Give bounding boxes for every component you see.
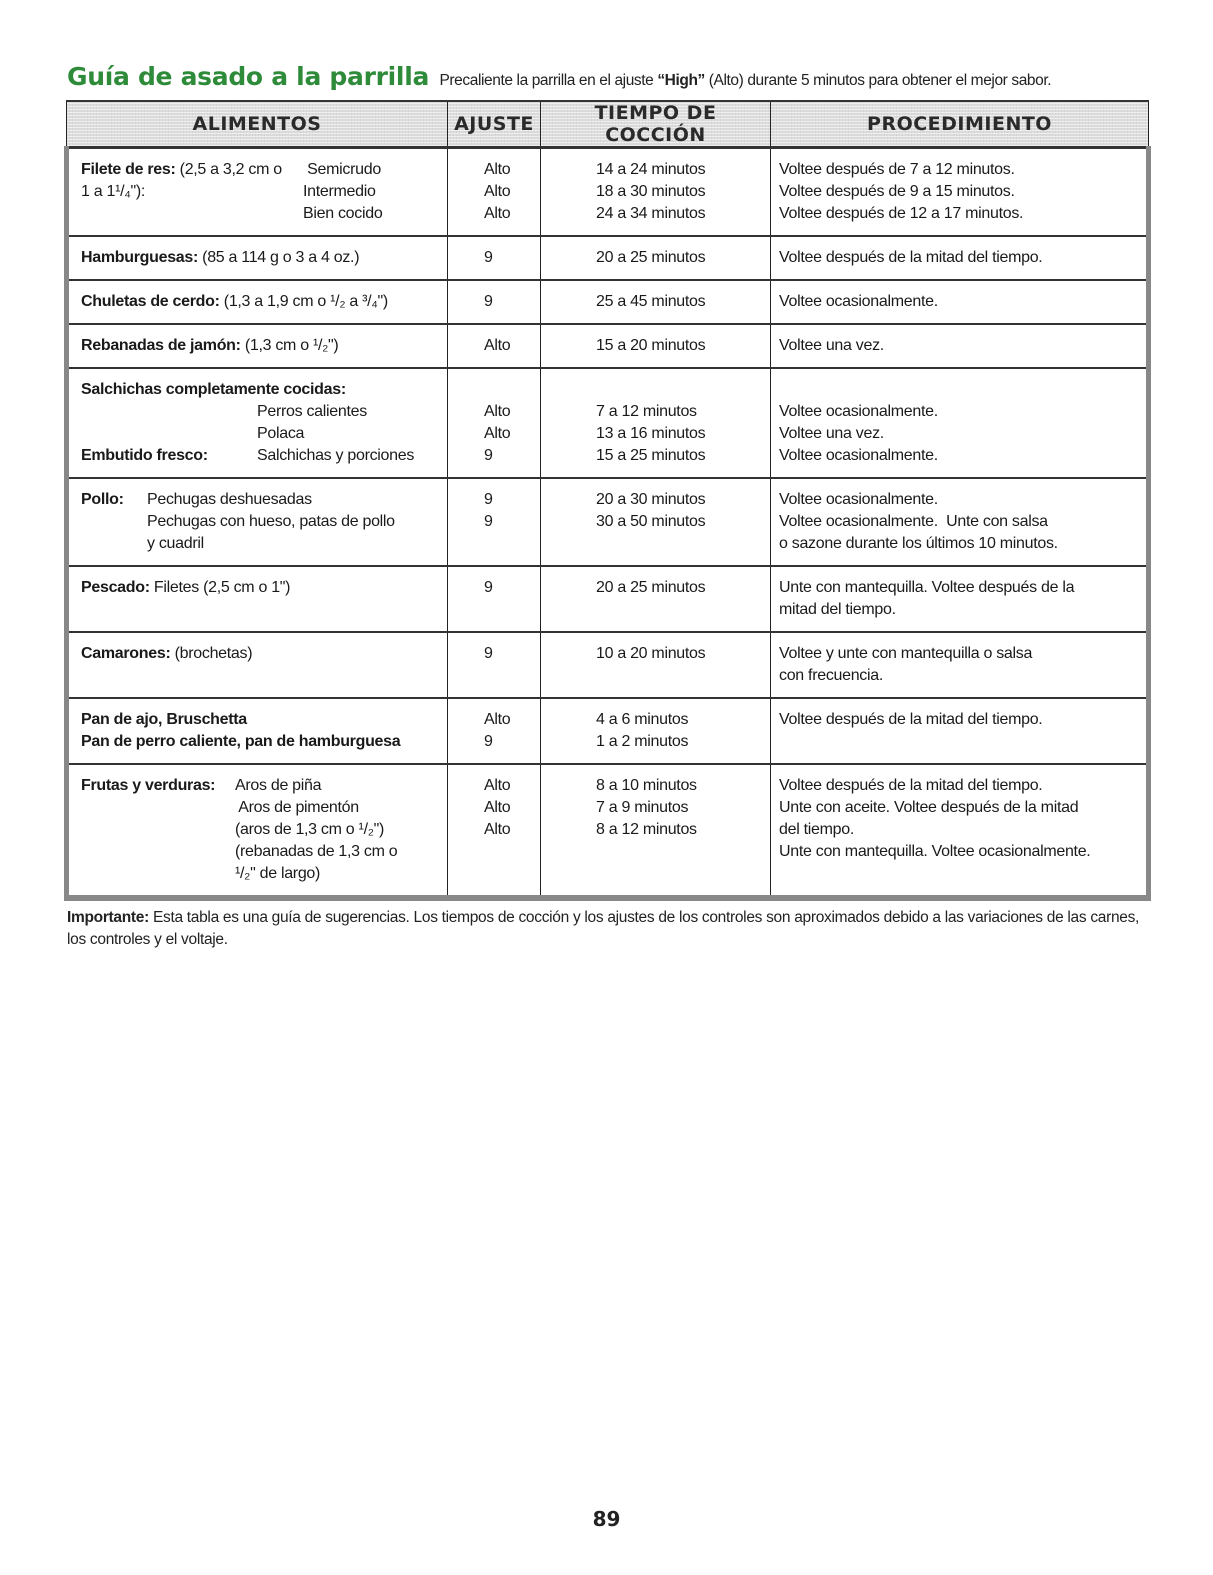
food-line [81, 731, 441, 753]
procedure-line: Voltee después de la mitad del tiempo. [779, 711, 1043, 728]
procedure-line: Voltee una vez. [779, 337, 884, 354]
food-variant: Bien cocido [303, 205, 383, 222]
food-cell [67, 324, 448, 368]
table-row [67, 368, 1149, 478]
food-line [81, 335, 441, 357]
food-name: Pollo: [81, 491, 124, 508]
time-line: 1 a 2 minutos [596, 733, 689, 750]
food-line [81, 775, 441, 797]
setting-cell-lines [448, 369, 540, 477]
food-lines [69, 699, 447, 763]
food-line [81, 291, 441, 313]
food-lines [69, 479, 447, 565]
food-line [81, 159, 441, 181]
table-row [67, 280, 1149, 324]
procedure-cell [771, 632, 1149, 698]
food-detail: Aros de pimentón [235, 799, 359, 816]
food-line [81, 819, 441, 841]
food-line [81, 511, 441, 533]
time-line: 30 a 50 minutos [596, 513, 706, 530]
food-detail: (1,3 a 1,9 cm o ¹/₂ a ³/₄") [219, 293, 388, 310]
food-detail: (brochetas) [170, 645, 253, 662]
time-cell-lines [541, 479, 770, 565]
setting-line [484, 665, 534, 687]
note-text: Esta tabla es una guía de sugerencias. Los tiempos de cocción y los ajustes de los controles son aproximados debido a las variaciones de las carnes, los controles y el voltaje. [67, 909, 1140, 948]
procedure-line: con frecuencia. [779, 667, 884, 684]
setting-cell [448, 236, 541, 280]
procedure-cell-lines [771, 765, 1146, 895]
setting-cell [448, 478, 541, 566]
setting-cell [448, 764, 541, 898]
note-label: Importante: [67, 909, 149, 926]
food-line [81, 643, 441, 665]
header-alimentos: ALIMENTOS [67, 101, 448, 148]
procedure-line [779, 731, 1140, 753]
setting-line: Alto [484, 799, 511, 816]
time-line [596, 379, 764, 401]
food-variant: Semicrudo [303, 161, 381, 178]
time-line: 20 a 25 minutos [596, 249, 706, 266]
time-line: 13 a 16 minutos [596, 425, 706, 442]
food-line [81, 423, 441, 445]
food-name: Frutas y verduras: [81, 777, 216, 794]
food-line [81, 247, 441, 269]
setting-cell-lines [448, 765, 540, 895]
setting-line [484, 841, 534, 863]
time-line: 7 a 9 minutos [596, 799, 689, 816]
procedure-line: Voltee después de 12 a 17 minutos. [779, 205, 1024, 222]
procedure-cell-lines [771, 369, 1146, 477]
setting-line: 9 [484, 447, 493, 464]
table-row [67, 148, 1149, 237]
time-line: 18 a 30 minutos [596, 183, 706, 200]
food-line [81, 599, 441, 621]
time-cell [541, 698, 771, 764]
time-cell [541, 764, 771, 898]
setting-cell-lines [448, 633, 540, 697]
setting-cell [448, 566, 541, 632]
food-cell [67, 148, 448, 237]
procedure-line: Unte con aceite. Voltee después de la mitad [779, 799, 1079, 816]
procedure-line: del tiempo. [779, 821, 854, 838]
food-cell [67, 698, 448, 764]
food-cell [67, 566, 448, 632]
time-line: 10 a 20 minutos [596, 645, 706, 662]
setting-line: Alto [484, 183, 511, 200]
time-cell [541, 280, 771, 324]
time-line [596, 863, 764, 885]
food-line [81, 665, 441, 687]
time-line: 7 a 12 minutos [596, 403, 697, 420]
food-lines [69, 281, 447, 323]
procedure-line: o sazone durante los últimos 10 minutos. [779, 535, 1058, 552]
page-number: 89 [592, 1507, 621, 1531]
procedure-line: mitad del tiempo. [779, 601, 896, 618]
setting-line [484, 379, 534, 401]
food-variant: Salchichas y porciones [257, 447, 415, 464]
food-variant: Intermedio [303, 183, 376, 200]
header-tiempo: TIEMPO DE COCCIÓN [541, 101, 771, 148]
procedure-cell-lines [771, 699, 1146, 763]
procedure-cell [771, 478, 1149, 566]
time-line: 24 a 34 minutos [596, 205, 706, 222]
setting-line: 9 [484, 293, 493, 310]
food-line [81, 445, 441, 467]
important-note [67, 907, 1147, 951]
time-cell [541, 148, 771, 237]
food-name: Pescado: [81, 579, 150, 596]
food-detail: 1 a 1¹/₄"): [81, 183, 146, 200]
procedure-line: Voltee ocasionalmente. [779, 491, 938, 508]
food-detail: (rebanadas de 1,3 cm o [235, 843, 398, 860]
food-line [81, 203, 441, 225]
time-cell-lines [541, 369, 770, 477]
setting-cell-lines [448, 479, 540, 565]
setting-line: Alto [484, 337, 511, 354]
setting-line: 9 [484, 513, 493, 530]
time-line [596, 841, 764, 863]
time-line [596, 599, 764, 621]
setting-cell-lines [448, 699, 540, 763]
time-line: 20 a 30 minutos [596, 491, 706, 508]
setting-line [484, 533, 534, 555]
procedure-line: Voltee después de la mitad del tiempo. [779, 249, 1043, 266]
setting-cell-lines [448, 281, 540, 323]
procedure-cell-lines [771, 237, 1146, 279]
food-lines [69, 325, 447, 367]
food-lines [69, 765, 447, 895]
setting-line: 9 [484, 733, 493, 750]
procedure-line: Unte con mantequilla. Voltee ocasionalmente. [779, 843, 1091, 860]
setting-line: Alto [484, 205, 511, 222]
table-body [67, 148, 1149, 899]
food-cell [67, 764, 448, 898]
food-line [81, 489, 441, 511]
setting-line: 9 [484, 249, 493, 266]
food-line [81, 181, 441, 203]
table-row [67, 566, 1149, 632]
time-line: 14 a 24 minutos [596, 161, 706, 178]
food-detail: y cuadril [147, 535, 204, 552]
procedure-cell-lines [771, 567, 1146, 631]
table-row [67, 764, 1149, 898]
table-row [67, 324, 1149, 368]
setting-cell-lines [448, 237, 540, 279]
setting-line: Alto [484, 777, 511, 794]
procedure-line: Voltee una vez. [779, 425, 884, 442]
page-title [67, 62, 1157, 91]
procedure-cell-lines [771, 633, 1146, 697]
procedure-line: Voltee después de 7 a 12 minutos. [779, 161, 1015, 178]
procedure-cell-lines [771, 479, 1146, 565]
procedure-cell [771, 698, 1149, 764]
title-sub-before: Precaliente la parrilla en el ajuste [439, 72, 658, 89]
time-line: 15 a 20 minutos [596, 337, 706, 354]
food-detail: (1,3 cm o ¹/₂") [240, 337, 339, 354]
time-line: 20 a 25 minutos [596, 579, 706, 596]
header-ajuste: AJUSTE [448, 101, 541, 148]
procedure-cell [771, 324, 1149, 368]
procedure-line: Voltee ocasionalmente. Unte con salsa [779, 513, 1048, 530]
title-main: Guía de asado a la parrilla [67, 62, 430, 91]
time-cell-lines [541, 699, 770, 763]
food-lines [69, 237, 447, 279]
food-line [81, 797, 441, 819]
procedure-cell [771, 368, 1149, 478]
setting-line: Alto [484, 425, 511, 442]
procedure-line: Unte con mantequilla. Voltee después de la [779, 579, 1075, 596]
setting-line: Alto [484, 821, 511, 838]
setting-line: 9 [484, 645, 493, 662]
time-line [596, 533, 764, 555]
food-line [81, 533, 441, 555]
time-cell [541, 324, 771, 368]
table-row [67, 698, 1149, 764]
procedure-line [779, 863, 1140, 885]
time-cell [541, 236, 771, 280]
setting-cell [448, 280, 541, 324]
time-line: 4 a 6 minutos [596, 711, 689, 728]
setting-line [484, 599, 534, 621]
food-lines [69, 567, 447, 631]
time-cell [541, 566, 771, 632]
food-name: Rebanadas de jamón: [81, 337, 241, 354]
setting-line: Alto [484, 403, 511, 420]
time-line: 25 a 45 minutos [596, 293, 706, 310]
time-cell [541, 368, 771, 478]
procedure-line: Voltee ocasionalmente. [779, 447, 938, 464]
food-cell [67, 368, 448, 478]
setting-cell [448, 698, 541, 764]
setting-cell-lines [448, 325, 540, 367]
procedure-cell [771, 280, 1149, 324]
setting-line: Alto [484, 161, 511, 178]
food-variant: Perros calientes [257, 403, 367, 420]
food-detail: (aros de 1,3 cm o ¹/₂") [235, 821, 385, 838]
time-cell [541, 632, 771, 698]
setting-cell-lines [448, 149, 540, 235]
food-name: Pan de perro caliente, pan de hamburguesa [81, 733, 401, 750]
food-cell [67, 236, 448, 280]
food-name: Embutido fresco: [81, 447, 208, 464]
setting-line: 9 [484, 491, 493, 508]
food-detail: ¹/₂" de largo) [235, 865, 321, 882]
title-subtitle [439, 72, 1051, 89]
setting-line: 9 [484, 579, 493, 596]
procedure-cell [771, 236, 1149, 280]
time-line: 15 a 25 minutos [596, 447, 706, 464]
food-detail: (85 a 114 g o 3 a 4 oz.) [198, 249, 360, 266]
procedure-cell [771, 764, 1149, 898]
table-row [67, 236, 1149, 280]
title-sub-bold: “High” [657, 72, 705, 89]
food-name: Salchichas completamente cocidas: [81, 381, 346, 398]
procedure-cell-lines [771, 149, 1146, 235]
food-line [81, 863, 441, 885]
food-cell [67, 632, 448, 698]
setting-line: Alto [484, 711, 511, 728]
header-procedimiento: PROCEDIMIENTO [771, 101, 1149, 148]
time-cell-lines [541, 149, 770, 235]
food-line [81, 577, 441, 599]
food-name: Hamburguesas: [81, 249, 199, 266]
food-name: Chuletas de cerdo: [81, 293, 220, 310]
time-cell-lines [541, 567, 770, 631]
procedure-line [779, 379, 1140, 401]
food-name: Filete de res: [81, 161, 176, 178]
procedure-line: Voltee ocasionalmente. [779, 293, 938, 310]
setting-cell [448, 324, 541, 368]
procedure-line: Voltee y unte con mantequilla o salsa [779, 645, 1033, 662]
time-cell-lines [541, 325, 770, 367]
food-cell [67, 478, 448, 566]
food-name: Camarones: [81, 645, 171, 662]
table-row [67, 632, 1149, 698]
procedure-cell-lines [771, 281, 1146, 323]
procedure-cell [771, 148, 1149, 237]
title-sub-after: (Alto) durante 5 minutos para obtener el mejor sabor. [704, 72, 1052, 89]
procedure-line: Voltee ocasionalmente. [779, 403, 938, 420]
time-cell-lines [541, 237, 770, 279]
setting-cell-lines [448, 567, 540, 631]
setting-cell [448, 632, 541, 698]
setting-cell [448, 148, 541, 237]
food-line [81, 841, 441, 863]
food-name: Pan de ajo, Bruschetta [81, 711, 247, 728]
procedure-cell [771, 566, 1149, 632]
food-line [81, 709, 441, 731]
food-lines [69, 633, 447, 697]
time-cell-lines [541, 281, 770, 323]
procedure-line: Voltee después de 9 a 15 minutos. [779, 183, 1015, 200]
food-detail: (2,5 a 3,2 cm o [175, 161, 282, 178]
food-lines [69, 149, 447, 235]
food-detail: Filetes (2,5 cm o 1") [149, 579, 291, 596]
food-line [81, 401, 441, 423]
time-line: 8 a 12 minutos [596, 821, 697, 838]
food-detail: Pechugas con hueso, patas de pollo [147, 513, 395, 530]
food-lines [69, 369, 447, 477]
food-line [81, 379, 441, 401]
food-variant: Polaca [257, 425, 305, 442]
grilling-guide-table [64, 100, 1151, 901]
time-line [596, 665, 764, 687]
setting-cell [448, 368, 541, 478]
time-cell-lines [541, 633, 770, 697]
procedure-cell-lines [771, 325, 1146, 367]
time-cell-lines [541, 765, 770, 895]
time-line: 8 a 10 minutos [596, 777, 697, 794]
table-header-row [67, 101, 1149, 148]
time-cell [541, 478, 771, 566]
food-detail: Aros de piña [235, 777, 322, 794]
procedure-line: Voltee después de la mitad del tiempo. [779, 777, 1043, 794]
food-cell [67, 280, 448, 324]
food-detail: Pechugas deshuesadas [147, 491, 312, 508]
table-row [67, 478, 1149, 566]
setting-line [484, 863, 534, 885]
